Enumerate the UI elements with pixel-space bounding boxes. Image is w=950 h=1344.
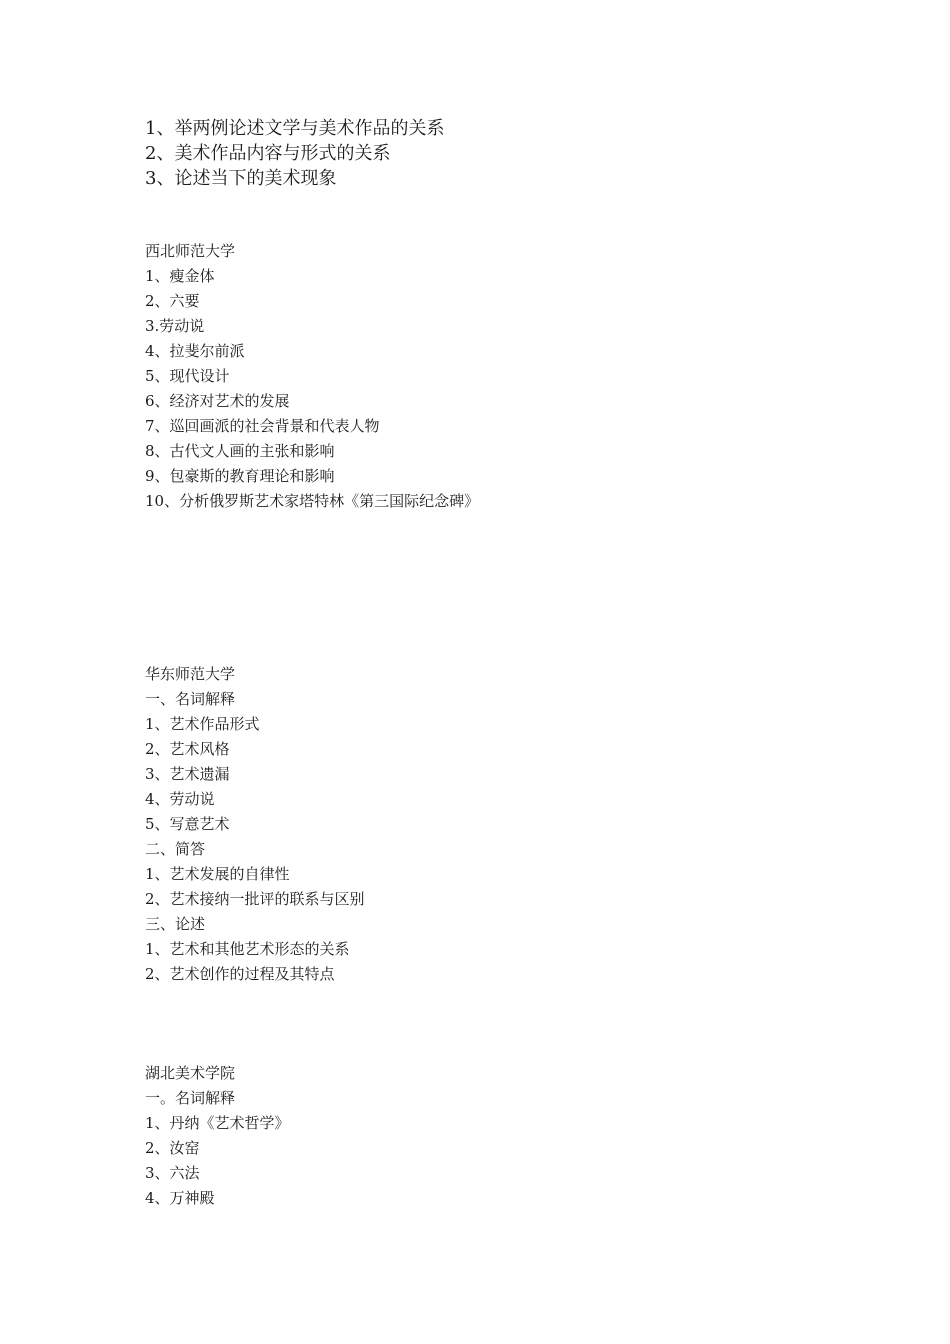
question-item: 2、美术作品内容与形式的关系 bbox=[145, 143, 391, 164]
question-item: 4、拉斐尔前派 bbox=[145, 342, 245, 360]
question-item: 8、古代文人画的主张和影响 bbox=[145, 442, 335, 460]
question-item: 10、分析俄罗斯艺术家塔特林《第三国际纪念碑》 bbox=[145, 492, 480, 510]
question-item: 1、艺术和其他艺术形态的关系 bbox=[145, 940, 350, 958]
question-item: 2、艺术接纳一批评的联系与区别 bbox=[145, 890, 365, 908]
question-item: 1、瘦金体 bbox=[145, 267, 215, 285]
question-item: 3、六法 bbox=[145, 1164, 200, 1182]
question-item: 1、艺术发展的自律性 bbox=[145, 865, 290, 883]
question-heading: 一。名词解释 bbox=[145, 1089, 236, 1107]
section-east-china-normal-university bbox=[145, 662, 905, 987]
section-title: 华东师范大学 bbox=[145, 665, 236, 683]
question-item: 3、论述当下的美术现象 bbox=[145, 168, 337, 189]
question-item: 4、万神殿 bbox=[145, 1189, 215, 1207]
intro-question-list bbox=[145, 116, 905, 191]
question-item: 7、巡回画派的社会背景和代表人物 bbox=[145, 417, 380, 435]
question-item: 2、汝窑 bbox=[145, 1139, 200, 1157]
question-item: 2、艺术风格 bbox=[145, 740, 230, 758]
question-item: 5、写意艺术 bbox=[145, 815, 230, 833]
question-item: 1、丹纳《艺术哲学》 bbox=[145, 1114, 290, 1132]
question-item: 1、艺术作品形式 bbox=[145, 715, 260, 733]
question-heading: 二、简答 bbox=[145, 840, 206, 858]
section-title: 西北师范大学 bbox=[145, 242, 236, 260]
question-item: 1、举两例论述文学与美术作品的关系 bbox=[145, 118, 445, 139]
section-title: 湖北美术学院 bbox=[145, 1064, 236, 1082]
question-item: 3.劳动说 bbox=[145, 317, 205, 335]
question-heading: 三、论述 bbox=[145, 915, 206, 933]
section-northwest-normal-university bbox=[145, 239, 905, 514]
question-heading: 一、名词解释 bbox=[145, 690, 236, 708]
question-item: 2、六要 bbox=[145, 292, 200, 310]
question-item: 2、艺术创作的过程及其特点 bbox=[145, 965, 335, 983]
question-item: 5、现代设计 bbox=[145, 367, 230, 385]
section-hubei-academy-of-fine-arts bbox=[145, 1061, 905, 1211]
question-item: 9、包豪斯的教育理论和影响 bbox=[145, 467, 335, 485]
question-item: 4、劳动说 bbox=[145, 790, 215, 808]
question-item: 6、经济对艺术的发展 bbox=[145, 392, 290, 410]
question-item: 3、艺术遗漏 bbox=[145, 765, 230, 783]
